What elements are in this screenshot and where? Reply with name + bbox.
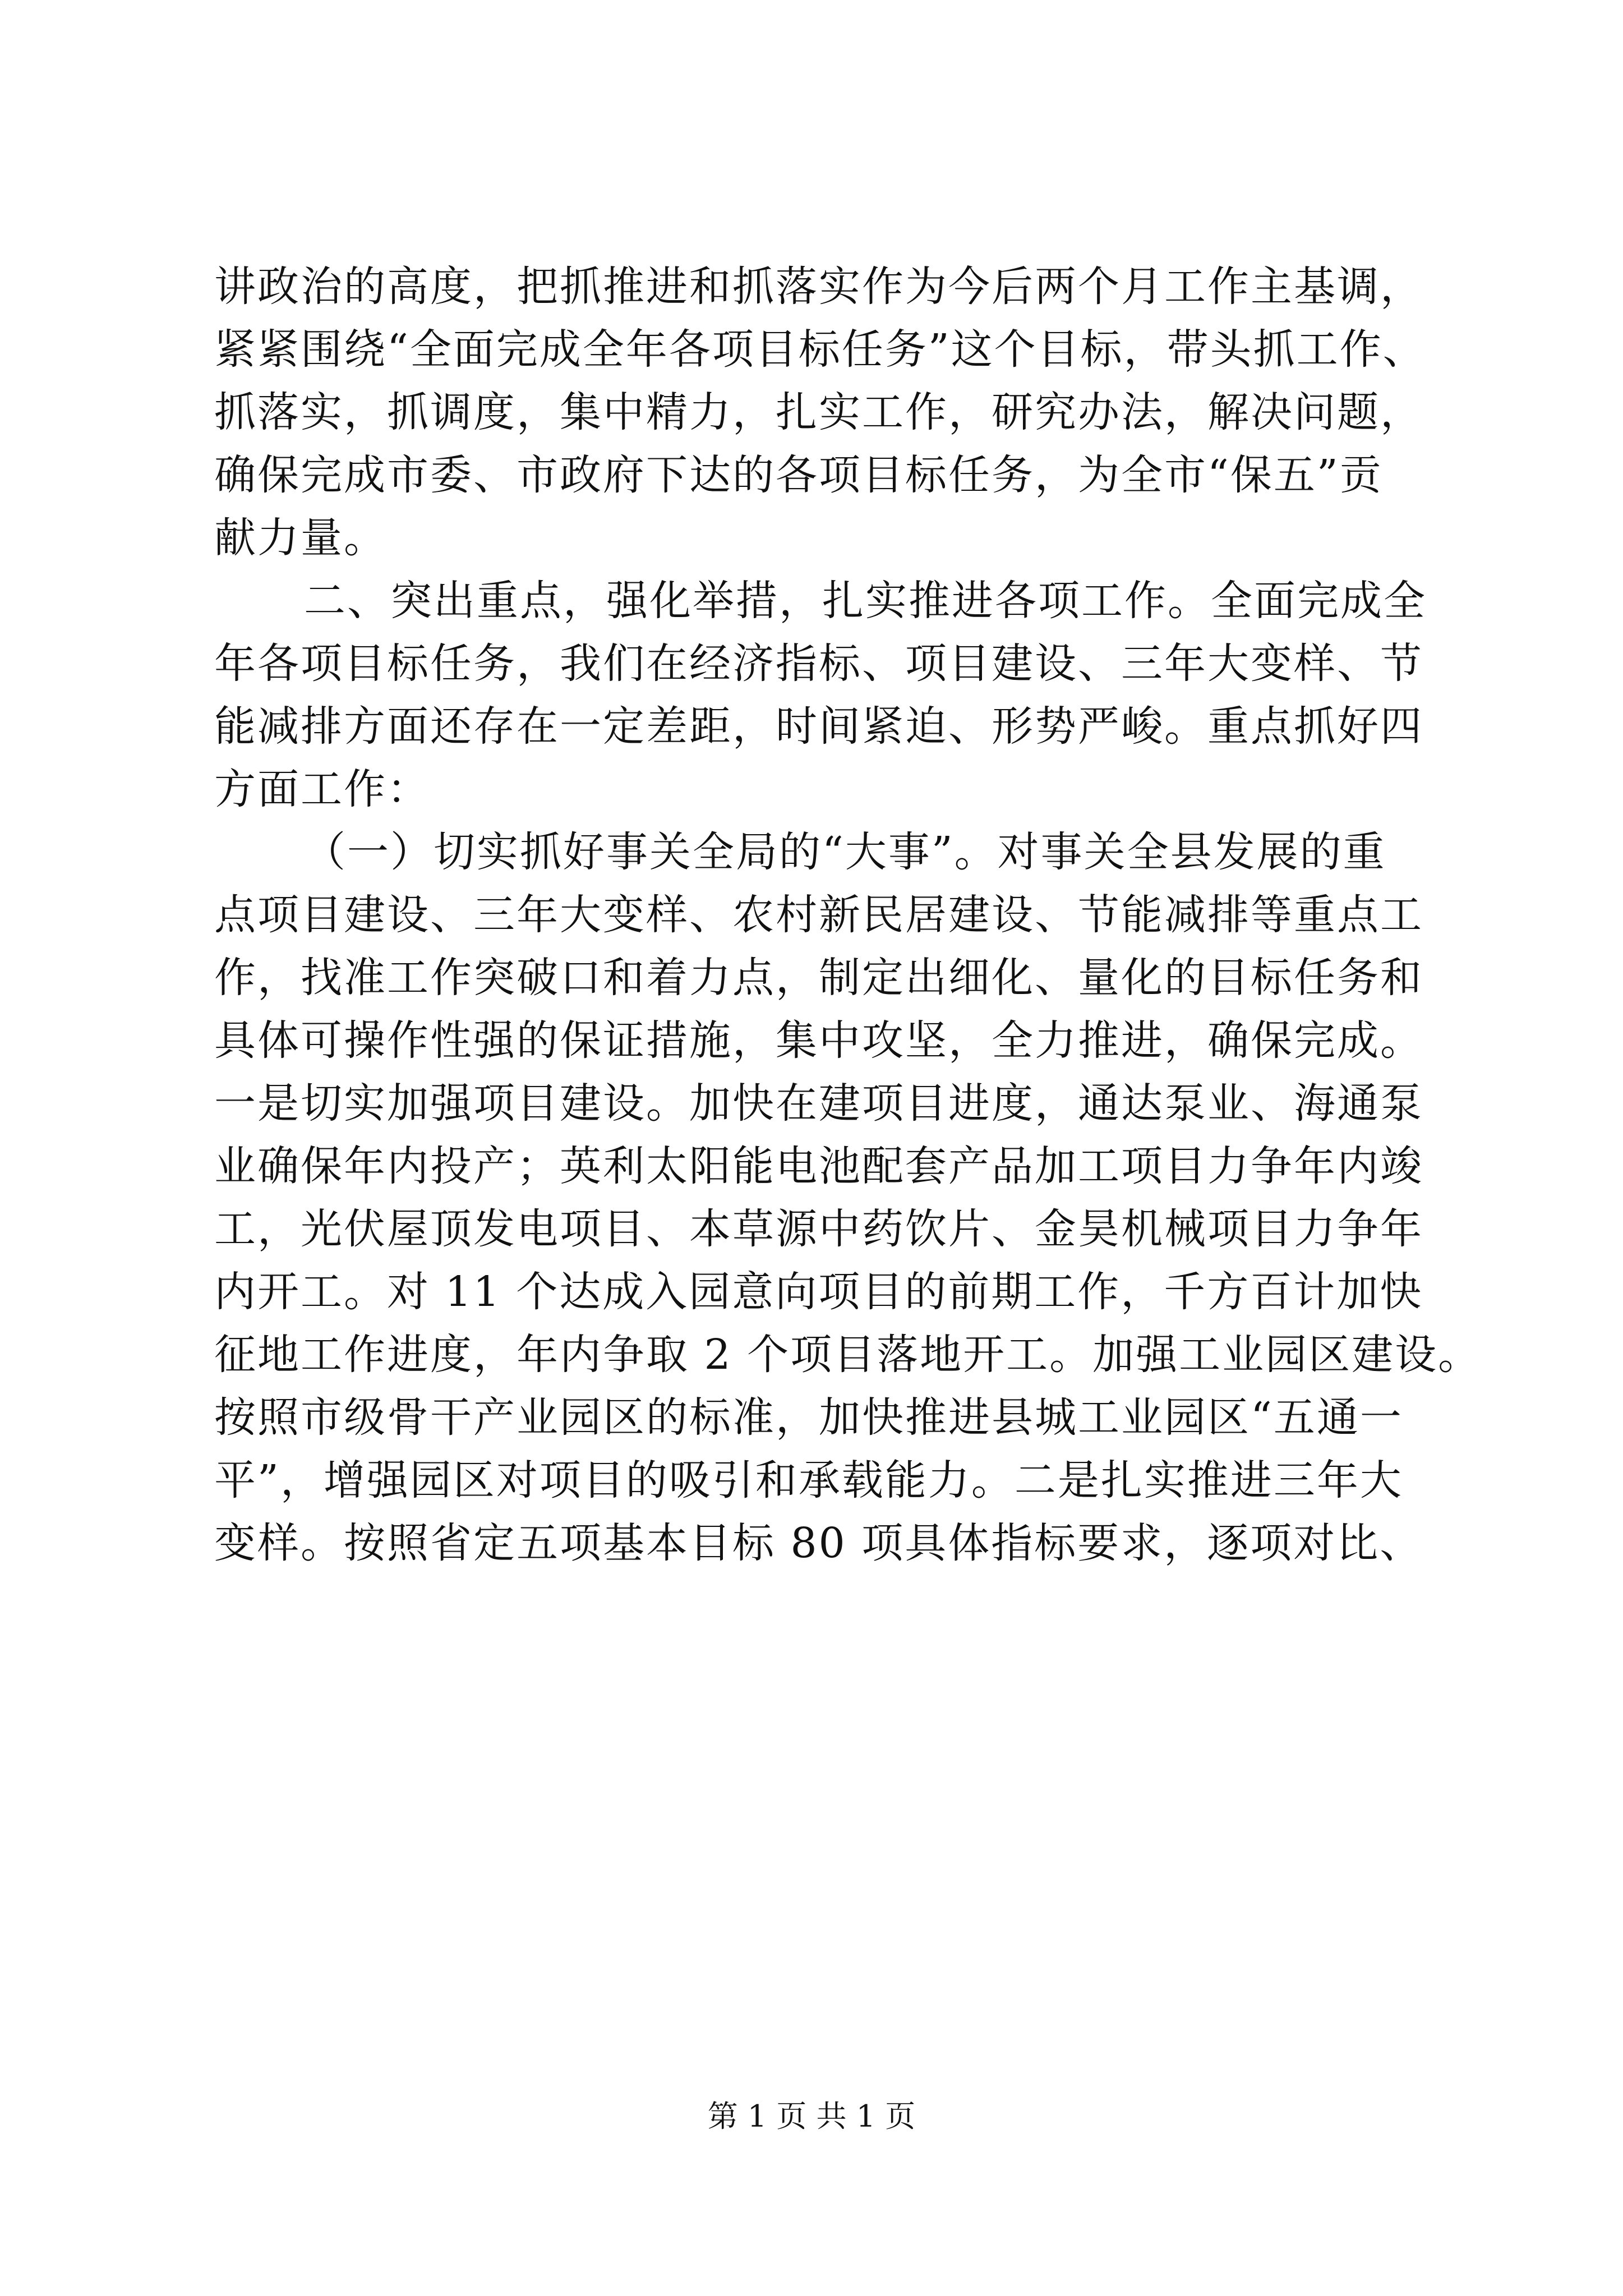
text-line: 方面工作：: [214, 765, 430, 813]
text-line: 征地工作进度，年内争取 2 个项目落地开工。加强工业园区建设。: [214, 1331, 1482, 1379]
text-line: 一是切实加强项目建设。加快在建项目进度，通达泵业、海通泵: [214, 1079, 1423, 1128]
text-line: 紧紧围绕“全面完成全年各项目标任务”这个目标，带头抓工作、: [214, 325, 1426, 374]
document-body: [214, 255, 1482, 1575]
text-line: 作，找准工作突破口和着力点，制定出细化、量化的目标任务和: [214, 954, 1423, 1002]
page-number-footer: 第 1 页 共 1 页: [707, 2099, 916, 2134]
section-heading-line: 二、突出重点，强化举措，扎实推进各项工作。全面完成全: [304, 577, 1427, 625]
text-line: 具体可操作性强的保证措施，集中攻坚，全力推进，确保完成。: [214, 1016, 1423, 1065]
text-line: 年各项目标任务，我们在经济指标、项目建设、三年大变样、节: [214, 639, 1423, 688]
text-line: 献力量。: [214, 514, 387, 562]
text-line: 平”，增强园区对项目的吸引和承载能力。二是扎实推进三年大: [214, 1456, 1403, 1504]
text-line: 确保完成市委、市政府下达的各项目标任务，为全市“保五”贡: [214, 451, 1383, 499]
text-line: 讲政治的高度，把抓推进和抓落实作为今后两个月工作主基调，: [214, 263, 1423, 311]
text-line: 内开工。对 11 个达成入园意向项目的前期工作，千方百计加快: [214, 1268, 1423, 1316]
text-line: 抓落实，抓调度，集中精力，扎实工作，研究办法，解决问题，: [214, 388, 1423, 436]
text-line: 业确保年内投产；英利太阳能电池配套产品加工项目力争年内竣: [214, 1142, 1423, 1190]
subsection-heading-line: （一）切实抓好事关全局的“大事”。对事关全县发展的重: [304, 828, 1386, 876]
text-line: 点项目建设、三年大变样、农村新民居建设、节能减排等重点工: [214, 891, 1423, 939]
text-line: 工，光伏屋顶发电项目、本草源中药饮片、金昊机械项目力争年: [214, 1205, 1423, 1253]
text-line: 按照市级骨干产业园区的标准，加快推进县城工业园区“五通一: [214, 1393, 1403, 1442]
text-line: 能减排方面还存在一定差距，时间紧迫、形势严峻。重点抓好四: [214, 702, 1423, 751]
text-line: 变样。按照省定五项基本目标 80 项具体指标要求，逐项对比、: [214, 1519, 1423, 1567]
